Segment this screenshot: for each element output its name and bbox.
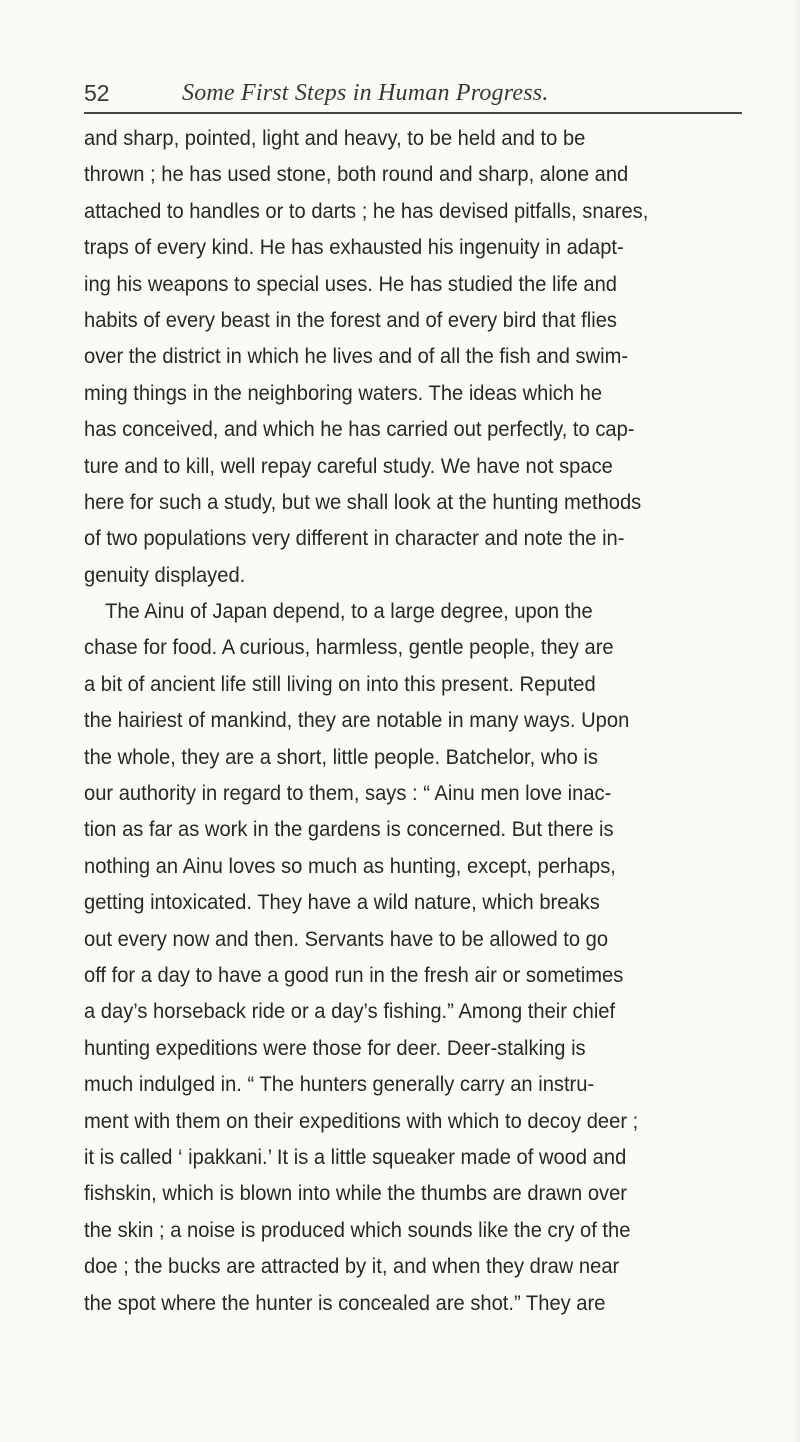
paragraph-start-line: The Ainu of Japan depend, to a large degree, upon the bbox=[105, 600, 593, 624]
text-line: the hairiest of mankind, they are notable in many ways. Upon bbox=[84, 709, 630, 733]
text-line: fishskin, which is blown into while the thumbs are drawn over bbox=[84, 1182, 628, 1206]
text-line: doe ; the bucks are attracted by it, and when they draw near bbox=[84, 1255, 620, 1279]
running-title: Some First Steps in Human Progress. bbox=[182, 80, 549, 106]
text-line: chase for food. A curious, harmless, gentle people, they are bbox=[84, 636, 614, 660]
text-line: ing his weapons to special uses. He has studied the life and bbox=[84, 272, 618, 296]
text-line: it is called ‘ ipakkani.’ It is a little squeaker made of wood and bbox=[84, 1145, 627, 1169]
text-line: hunting expeditions were those for deer. Deer-stalking is bbox=[84, 1036, 586, 1060]
text-line: thrown ; he has used stone, both round and sharp, alone and bbox=[84, 163, 629, 187]
text-line: the skin ; a noise is produced which sounds like the cry of the bbox=[84, 1218, 631, 1242]
text-line: off for a day to have a good run in the fresh air or sometimes bbox=[84, 963, 624, 987]
text-line: the spot where the hunter is concealed are shot.” They are bbox=[84, 1291, 606, 1315]
text-line: habits of every beast in the forest and of every bird that flies bbox=[84, 308, 617, 332]
text-line: has conceived, and which he has carried out perfectly, to cap- bbox=[84, 418, 635, 442]
text-line: attached to handles or to darts ; he has devised pitfalls, snares, bbox=[84, 199, 649, 223]
page-header bbox=[84, 78, 742, 110]
page-number: 52 bbox=[84, 80, 110, 106]
text-line: ture and to kill, well repay careful study. We have not space bbox=[84, 454, 613, 478]
text-line: over the district in which he lives and of all the fish and swim- bbox=[84, 345, 629, 369]
text-line: nothing an Ainu loves so much as hunting, except, perhaps, bbox=[84, 854, 616, 878]
text-line: tion as far as work in the gardens is concerned. But there is bbox=[84, 818, 614, 842]
body-text bbox=[84, 121, 770, 1322]
text-line: getting intoxicated. They have a wild nature, which breaks bbox=[84, 891, 600, 915]
text-line: genuity displayed. bbox=[84, 563, 246, 587]
text-line: ming things in the neighboring waters. The ideas which he bbox=[84, 381, 603, 405]
text-line: ment with them on their expeditions with which to decoy deer ; bbox=[84, 1109, 639, 1133]
text-line: the whole, they are a short, little people. Batchelor, who is bbox=[84, 745, 598, 769]
text-line: much indulged in. “ The hunters generally carry an instru- bbox=[84, 1073, 595, 1097]
header-rule bbox=[84, 112, 742, 114]
text-line: and sharp, pointed, light and heavy, to be held and to be bbox=[84, 127, 586, 150]
text-line: a bit of ancient life still living on into this present. Reputed bbox=[84, 672, 596, 696]
text-line: traps of every kind. He has exhausted his ingenuity in adapt- bbox=[84, 236, 624, 260]
text-line: of two populations very different in character and note the in- bbox=[84, 527, 625, 551]
text-line: here for such a study, but we shall look at the hunting methods bbox=[84, 490, 642, 514]
text-line: our authority in regard to them, says : “ Ainu men love inac- bbox=[84, 782, 612, 806]
text-line: a day’s horseback ride or a day’s fishing.” Among their chief bbox=[84, 1000, 616, 1024]
page-edge-shadow bbox=[792, 0, 800, 1442]
text-line: out every now and then. Servants have to be allowed to go bbox=[84, 927, 609, 951]
